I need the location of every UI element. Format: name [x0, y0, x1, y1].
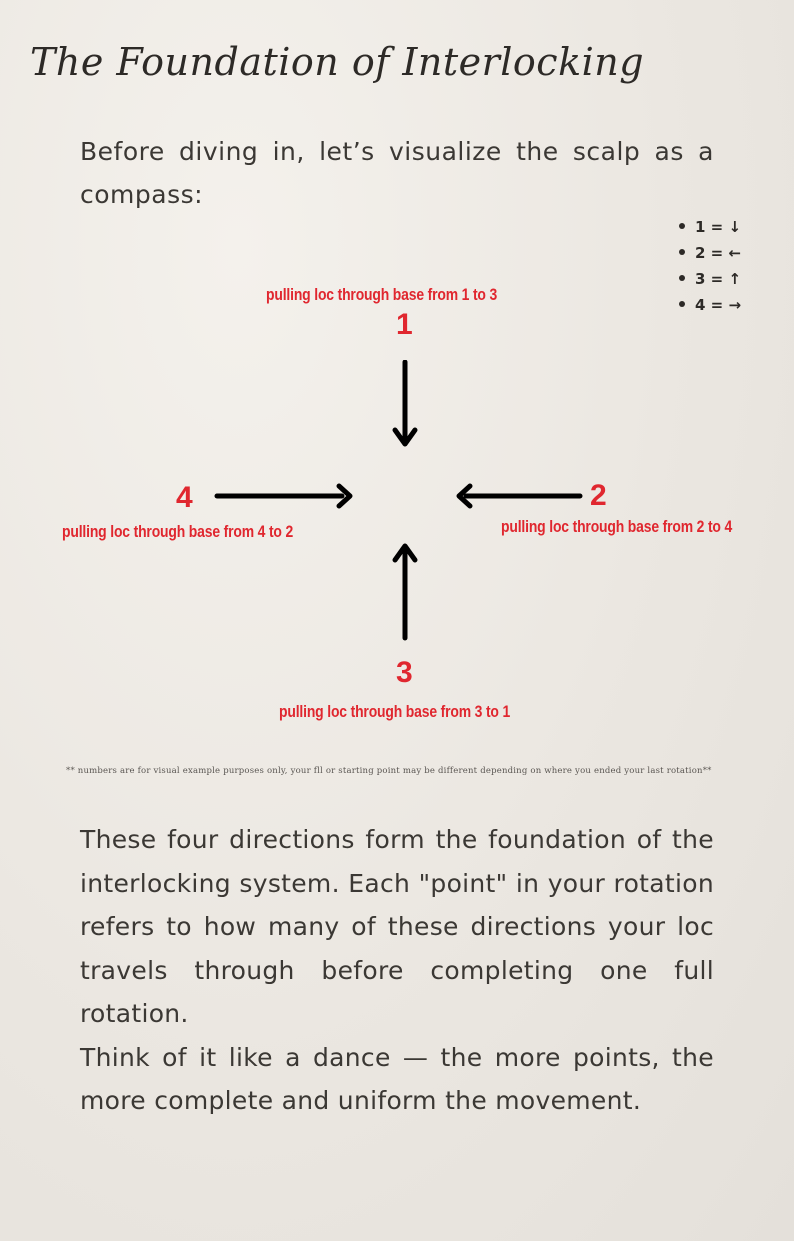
bullet-icon [679, 301, 685, 307]
point-3-caption: pulling loc through base from 3 to 1 [279, 702, 511, 721]
legend-item [676, 240, 741, 266]
legend-item-label: 3 = ↑ [695, 270, 742, 288]
bullet-icon [679, 223, 685, 229]
bullet-icon [679, 275, 685, 281]
legend-item [676, 266, 741, 292]
right-arrow-icon [214, 482, 356, 510]
legend-item-label: 4 = → [695, 296, 742, 314]
bullet-icon [679, 249, 685, 255]
footnote: ** numbers are for visual example purposes only, your fll or starting point may be different depending on where you ended your last rotation** [66, 766, 712, 776]
legend-item [676, 214, 741, 240]
point-2-number: 2 [590, 479, 607, 512]
legend-item-label: 1 = ↓ [695, 218, 742, 236]
intro-text: Before diving in, let’s visualize the scalp as a compass: [80, 137, 714, 209]
point-4-number: 4 [176, 481, 193, 514]
legend-item-label: 2 = ← [695, 244, 742, 262]
point-1-caption: pulling loc through base from 1 to 3 [266, 285, 498, 304]
page-title: The Foundation of Interlocking [30, 40, 645, 84]
down-arrow-icon [390, 360, 420, 454]
body-paragraph: Think of it like a dance — the more points, the more complete and uniform the movement. [80, 1042, 714, 1115]
body-paragraph: These four directions form the foundation of the interlocking system. Each "point" in your rotation refers to how many of these directions your loc travels through before completing one full rotation. [80, 825, 714, 1028]
body-text [80, 818, 714, 1123]
legend-item [676, 292, 741, 318]
point-2-caption: pulling loc through base from 2 to 4 [501, 517, 733, 536]
left-arrow-icon [454, 482, 584, 510]
point-4-caption: pulling loc through base from 4 to 2 [62, 522, 294, 541]
point-3-number: 3 [396, 656, 413, 689]
direction-legend [676, 214, 741, 318]
up-arrow-icon [390, 540, 420, 642]
point-1-number: 1 [396, 308, 413, 341]
